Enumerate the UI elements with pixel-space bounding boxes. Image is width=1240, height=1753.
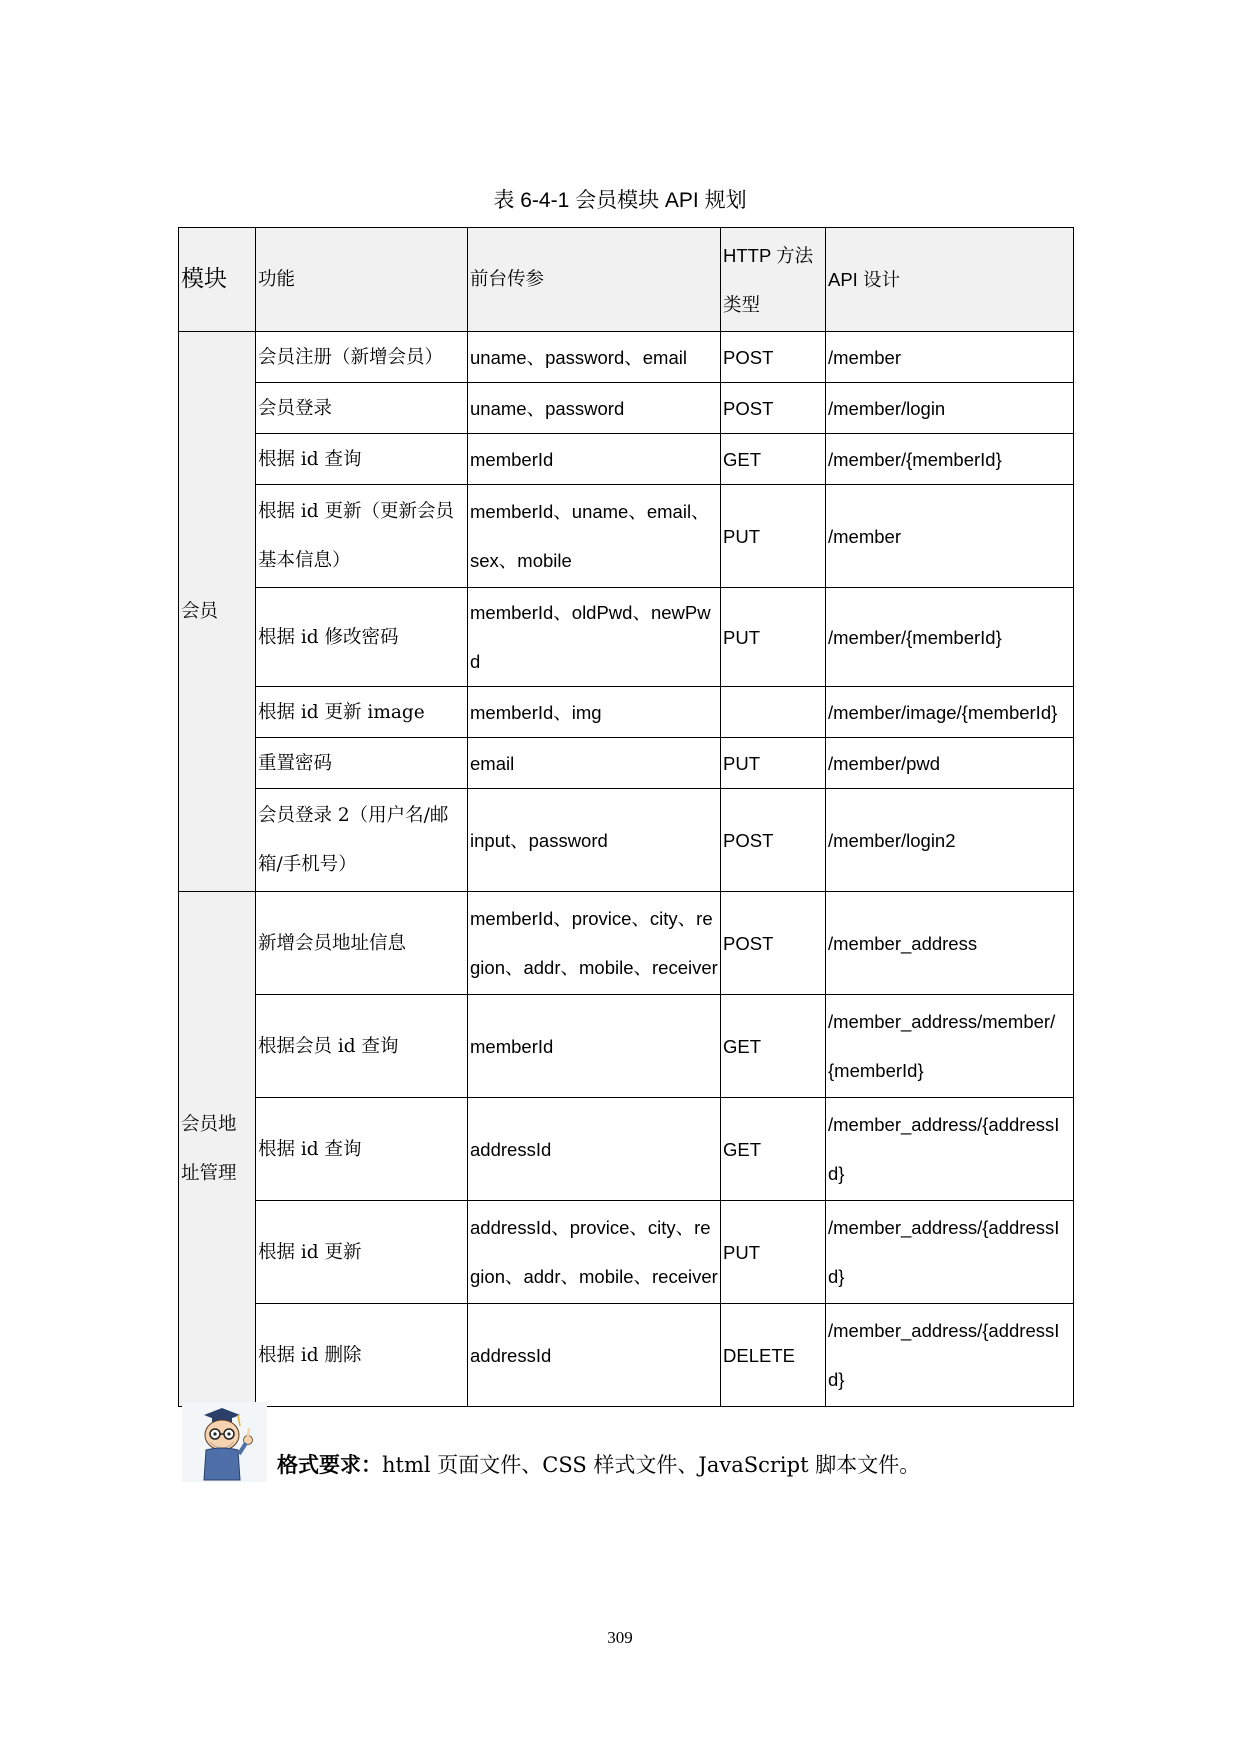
params-cell: uname、password xyxy=(468,383,721,434)
function-cell: 根据 id 查询 xyxy=(256,434,468,485)
method-cell: PUT xyxy=(721,1201,826,1304)
table-row xyxy=(179,789,1074,892)
api-cell: /member/{memberId} xyxy=(826,588,1074,687)
table-row xyxy=(179,995,1074,1098)
table-row xyxy=(179,1201,1074,1304)
function-cell: 根据 id 更新 image xyxy=(256,687,468,738)
method-cell: POST xyxy=(721,383,826,434)
header-method: HTTP 方法类型 xyxy=(721,228,826,332)
params-cell: memberId、uname、email、sex、mobile xyxy=(468,485,721,588)
api-cell: /member_address/{addressId} xyxy=(826,1098,1074,1201)
table-row xyxy=(179,485,1074,588)
note-label: 格式要求： xyxy=(277,1452,382,1477)
api-cell: /member/pwd xyxy=(826,738,1074,789)
api-cell: /member/login xyxy=(826,383,1074,434)
table-row xyxy=(179,892,1074,995)
function-cell: 根据 id 删除 xyxy=(256,1304,468,1407)
table-header-row xyxy=(179,228,1074,332)
table-row xyxy=(179,383,1074,434)
function-cell: 会员注册（新增会员） xyxy=(256,332,468,383)
function-cell: 根据 id 查询 xyxy=(256,1098,468,1201)
function-cell: 根据 id 更新 xyxy=(256,1201,468,1304)
params-cell: uname、password、email xyxy=(468,332,721,383)
function-cell: 会员登录 xyxy=(256,383,468,434)
method-cell: PUT xyxy=(721,485,826,588)
header-params: 前台传参 xyxy=(468,228,721,332)
professor-mascot-icon xyxy=(182,1402,267,1482)
function-cell: 根据 id 更新（更新会员基本信息） xyxy=(256,485,468,588)
params-cell: memberId xyxy=(468,995,721,1098)
function-cell: 重置密码 xyxy=(256,738,468,789)
method-cell: POST xyxy=(721,892,826,995)
table-row xyxy=(179,687,1074,738)
api-cell: /member xyxy=(826,485,1074,588)
method-cell: DELETE xyxy=(721,1304,826,1407)
params-cell: memberId、provice、city、region、addr、mobile、receiver xyxy=(468,892,721,995)
table-row xyxy=(179,1098,1074,1201)
module-cell: 会员 xyxy=(179,332,256,892)
note-text-line xyxy=(277,1450,920,1481)
header-function: 功能 xyxy=(256,228,468,332)
params-cell: input、password xyxy=(468,789,721,892)
params-cell: email xyxy=(468,738,721,789)
method-cell: PUT xyxy=(721,738,826,789)
format-requirement-note xyxy=(182,1402,1062,1482)
table-row xyxy=(179,588,1074,687)
params-cell: addressId xyxy=(468,1098,721,1201)
header-api: API 设计 xyxy=(826,228,1074,332)
api-cell: /member xyxy=(826,332,1074,383)
api-table xyxy=(178,227,1074,1407)
table-row xyxy=(179,434,1074,485)
function-cell: 新增会员地址信息 xyxy=(256,892,468,995)
api-cell: /member_address/{addressId} xyxy=(826,1304,1074,1407)
api-cell: /member/login2 xyxy=(826,789,1074,892)
api-cell: /member/image/{memberId} xyxy=(826,687,1074,738)
api-cell: /member_address/member/{memberId} xyxy=(826,995,1074,1098)
params-cell: addressId xyxy=(468,1304,721,1407)
page-number: 309 xyxy=(607,1628,633,1647)
params-cell: memberId、img xyxy=(468,687,721,738)
method-cell: PUT xyxy=(721,588,826,687)
table-row xyxy=(179,332,1074,383)
api-cell: /member_address/{addressId} xyxy=(826,1201,1074,1304)
method-cell: GET xyxy=(721,434,826,485)
method-cell xyxy=(721,687,826,738)
table-row xyxy=(179,738,1074,789)
method-cell: GET xyxy=(721,995,826,1098)
method-cell: GET xyxy=(721,1098,826,1201)
function-cell: 根据会员 id 查询 xyxy=(256,995,468,1098)
table-row xyxy=(179,1304,1074,1407)
params-cell: memberId xyxy=(468,434,721,485)
api-cell: /member/{memberId} xyxy=(826,434,1074,485)
table-caption: 表 6-4-1 会员模块 API 规划 xyxy=(493,189,747,212)
params-cell: addressId、provice、city、region、addr、mobile、receiver xyxy=(468,1201,721,1304)
function-cell: 根据 id 修改密码 xyxy=(256,588,468,687)
method-cell: POST xyxy=(721,332,826,383)
function-cell: 会员登录 2（用户名/邮箱/手机号） xyxy=(256,789,468,892)
module-cell: 会员地址管理 xyxy=(179,892,256,1407)
header-module: 模块 xyxy=(179,228,256,332)
params-cell: memberId、oldPwd、newPwd xyxy=(468,588,721,687)
api-cell: /member_address xyxy=(826,892,1074,995)
method-cell: POST xyxy=(721,789,826,892)
note-content: html 页面文件、CSS 样式文件、JavaScript 脚本文件。 xyxy=(382,1453,921,1477)
